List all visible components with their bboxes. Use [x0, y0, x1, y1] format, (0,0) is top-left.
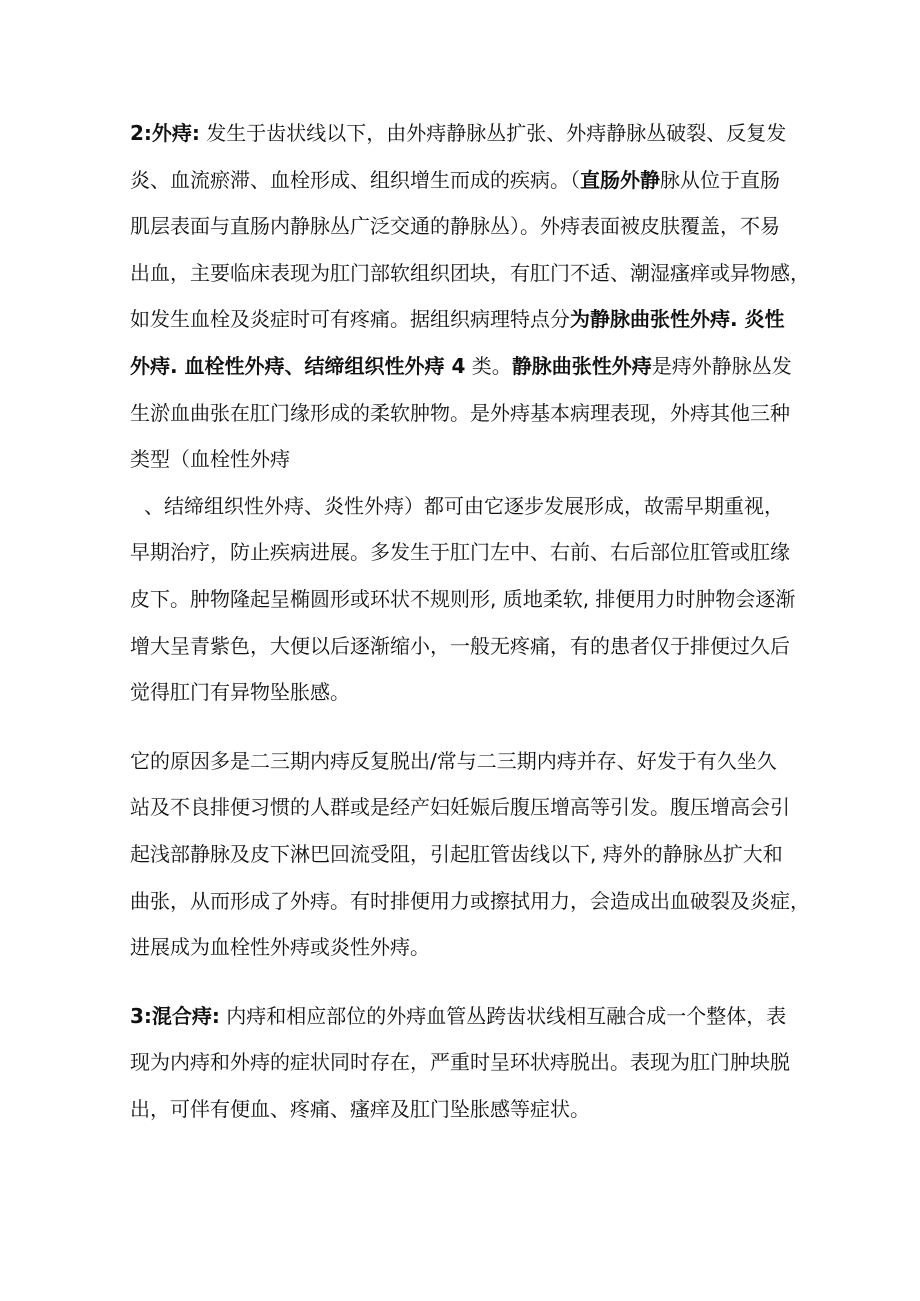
text-run: 早期治疗，防止疾病进展。多发生于肛门左中、右前、右后部位肛管或肛缘 [130, 540, 790, 565]
bold-text: 3:混合痔: [130, 1003, 220, 1028]
text-line [130, 157, 802, 204]
text-run: 曲张，从而形成了外痔。有时排便用力或擦拭用力，会造成出血破裂及炎症， [130, 888, 810, 913]
text-line [130, 831, 802, 878]
text-line [130, 110, 802, 157]
text-run: 肌层表面与直肠内静脉丛广泛交通的静脉丛）。外痔表面被皮肤覆盖，不易 [130, 214, 780, 239]
text-line [130, 483, 802, 530]
text-line [130, 203, 802, 250]
bold-text: 静脉曲张性外痔 [511, 353, 652, 378]
text-run: 出血，主要临床表现为肛门部软组织团块，有肛门不适、潮湿瘙痒或异物感， [130, 260, 810, 285]
text-line [130, 1086, 802, 1133]
text-run: 生淤血曲张在肛门缘形成的柔软肿物。是外痔基本病理表现，外痔其他三种 [130, 400, 790, 425]
text-line [130, 669, 802, 716]
paragraph-gap [130, 971, 802, 993]
text-line [130, 623, 802, 670]
text-run: 出，可伴有便血、疼痛、瘙痒及肛门坠胀感等症状。 [130, 1096, 590, 1121]
text-line [130, 738, 802, 785]
text-run: 站及不良排便习惯的人群或是经产妇妊娠后腹压增高等引发。腹压增高会引 [130, 795, 790, 820]
text-line [130, 436, 802, 483]
text-line [130, 924, 802, 971]
text-line [130, 529, 802, 576]
paragraph-gap [130, 716, 802, 738]
text-run: 、结缔组织性外痔、炎性外痔）都可由它逐步发展形成，故需早期重视， [144, 493, 784, 518]
paragraph [130, 993, 802, 1133]
text-run: 觉得肛门有异物坠胀感。 [130, 680, 350, 705]
paragraph [130, 110, 810, 716]
text-run: 现为内痔和外痔的症状同时存在，严重时呈环状痔脱出。表现为肛门肿块脱 [130, 1050, 790, 1075]
text-line [130, 296, 802, 343]
bold-text: 2:外痔: [130, 121, 200, 145]
text-run: 类型（血栓性外痔 [130, 447, 290, 472]
text-line [130, 250, 810, 297]
text-line [130, 878, 810, 925]
text-run: 它的原因多是二三期内痔反复脱出/常与二三期内痔并存、好发于有久坐久 [130, 748, 777, 773]
text-run: 进展成为血栓性外痔或炎性外痔。 [130, 935, 430, 960]
text-run: 脉从位于直肠 [660, 167, 780, 192]
text-run: 发生于齿状线以下，由外痔静脉丛扩张、外痔静脉丛破裂、反复发 [199, 121, 787, 145]
bold-text: 直肠外静 [580, 167, 660, 192]
text-run: 如发生血栓及炎症时可有疼痛。据组织病理特点分 [130, 307, 570, 332]
text-run: 皮下。肿物隆起呈椭圆形或环状不规则形, 质地柔软, 排便用力时肿物会逐渐 [130, 586, 796, 611]
text-line [130, 1039, 802, 1086]
text-line [130, 993, 802, 1040]
text-run: 类。 [465, 353, 512, 378]
document-body [130, 110, 810, 1132]
text-line [130, 390, 802, 437]
text-run: 是痔外静脉丛发 [651, 353, 792, 378]
paragraph [130, 738, 810, 971]
text-run: 内痔和相应部位的外痔血管丛跨齿状线相互融合成一个整体，表 [219, 1003, 787, 1028]
bold-text: 外痔. 血栓性外痔、结缔组织性外痔 4 [130, 353, 466, 378]
text-run: 起浅部静脉及皮下淋巴回流受阻，引起肛管齿线以下, 痔外的静脉丛扩大和 [130, 841, 783, 866]
bold-text: 为静脉曲张性外痔. 炎性 [570, 307, 785, 332]
text-run: 炎、血流瘀滞、血栓形成、组织增生而成的疾病。（ [130, 167, 580, 192]
text-run: 增大呈青紫色，大便以后逐渐缩小，一般无疼痛，有的患者仅于排便过久后 [130, 633, 790, 658]
text-line [130, 784, 802, 831]
text-line [130, 343, 802, 390]
text-line [130, 576, 802, 623]
